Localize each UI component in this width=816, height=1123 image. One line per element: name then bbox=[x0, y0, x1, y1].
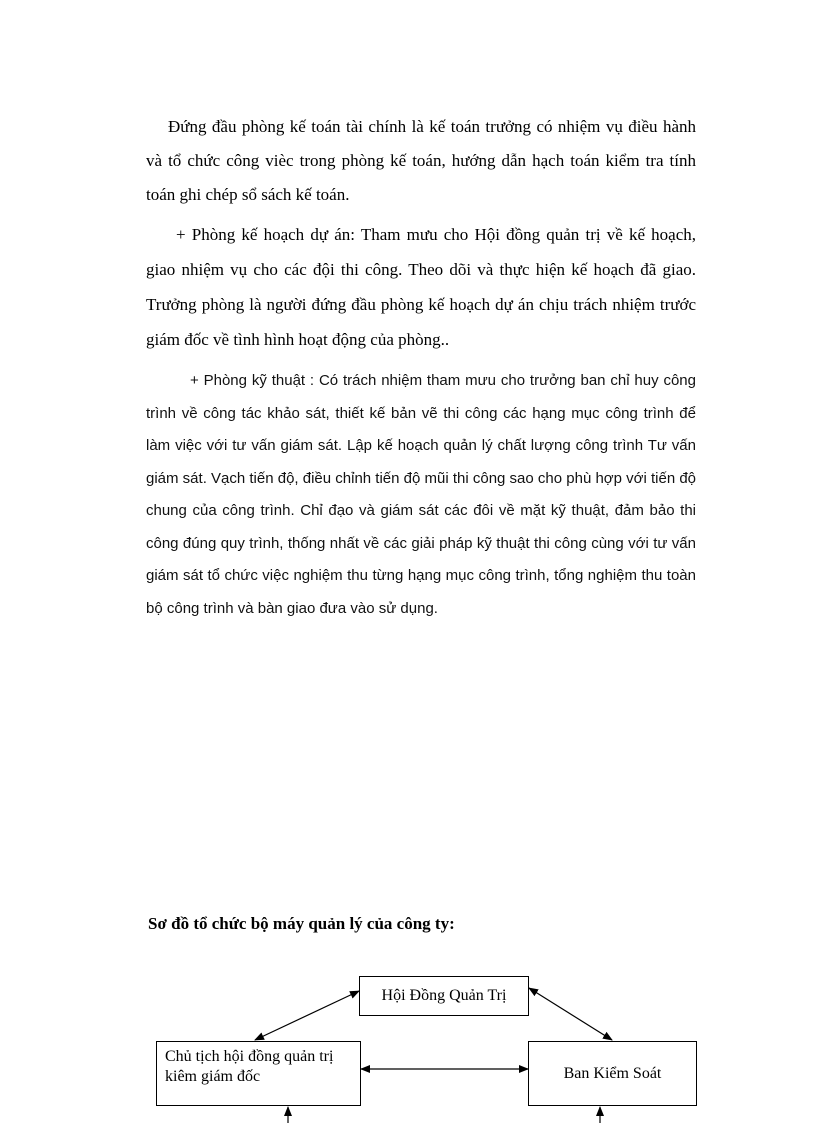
arrow-hdqt-to-supervisory bbox=[529, 988, 612, 1040]
node-chu-tich bbox=[156, 1041, 361, 1106]
paragraph-technical-dept: + Phòng kỹ thuật : Có trách nhiệm tham mưu cho trưởng ban chỉ huy công trình về công tác khảo sát, thiết kế bản vẽ thi công các hạng mục công trình để làm việc với tư vấn giám sát. Lập kế hoạch quản lý chất lượng công trình Tư vấn giám sát. Vạch tiến độ, điều chỉnh tiến độ mũi thi công sao cho phù hợp với tiến độ chung của công trình. Chỉ đạo và giám sát các đôi về mặt kỹ thuật, đảm bảo thi công đúng quy trình, thống nhất về các giải pháp kỹ thuật thi công cùng với tư vấn giám sát tổ chức việc nghiệm thu từng hạng mục công trình, tổng nghiệm thu toàn bộ công trình và bàn giao đưa vào sử dụng. bbox=[146, 372, 697, 617]
arrow-hdqt-to-chairman bbox=[255, 991, 359, 1040]
org-chart-heading: Sơ đồ tổ chức bộ máy quản lý của công ty: bbox=[148, 914, 455, 933]
node-ban-kiem-soat-label: Ban Kiểm Soát bbox=[563, 1064, 662, 1082]
paragraph-accounting-head: Đứng đầu phòng kế toán tài chính là kế toán trưởng có nhiệm vụ điều hành và tổ chức công vièc trong phòng kế toán, hướng dẫn hạch toán kiểm tra tính toán ghi chép sổ sách kế toán. bbox=[146, 117, 696, 204]
node-chu-tich-label: Chủ tịch hội đồng quản trị kiêm giám đốc bbox=[165, 1048, 334, 1085]
node-hoi-dong-quan-tri-label: Hội Đồng Quản Trị bbox=[381, 987, 507, 1004]
node-ban-kiem-soat bbox=[528, 1041, 697, 1106]
node-hoi-dong-quan-tri bbox=[359, 976, 529, 1016]
paragraph-planning-dept: + Phòng kế hoạch dự án: Tham mưu cho Hội đồng quản trị về kế hoạch, giao nhiệm vụ cho các đội thi công. Theo dõi và thực hiện kế hoạch đã giao. Trưởng phòng là người đứng đầu phòng kế hoạch dự án chịu trách nhiệm trước giám đốc về tình hình hoạt động của phòng.. bbox=[146, 225, 696, 349]
